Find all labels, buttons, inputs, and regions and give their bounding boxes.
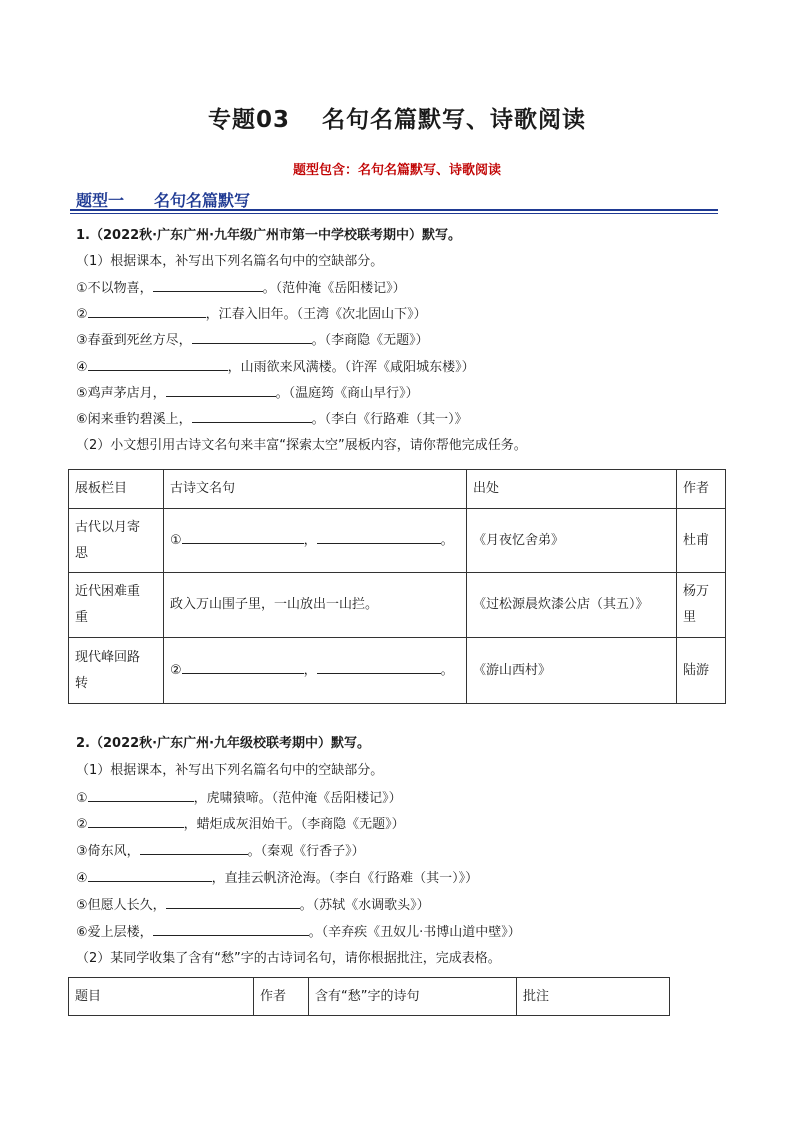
q2-header: 2.（2022秋·广东广州·九年级校联考期中）默写。 bbox=[76, 736, 371, 751]
verse-cell: ① ， 。 bbox=[164, 509, 467, 573]
table-header-cell: 作者 bbox=[677, 470, 726, 509]
q2-item-2: ② ，蜡炬成灰泪始干。（李商隐《无题》） bbox=[76, 817, 405, 832]
q1-item-4: ④ ，山雨欲来风满楼。（许浑《咸阳城东楼》） bbox=[76, 360, 475, 375]
author-cell: 杜甫 bbox=[677, 509, 726, 573]
source-cell: 《游山西村》 bbox=[467, 638, 677, 704]
table-header-cell: 作者 bbox=[254, 978, 309, 1016]
answer-blank[interactable] bbox=[153, 279, 263, 292]
q1-table bbox=[68, 469, 726, 704]
section-name: 名句名篇默写 bbox=[154, 191, 251, 210]
q1-item-6: ⑥闲来垂钓碧溪上， 。（李白《行路难（其一）》 bbox=[76, 412, 468, 427]
q2-part2-instruction: （2）某同学收集了含有“愁”字的古诗词名句，请你根据批注，完成表格。 bbox=[76, 951, 501, 966]
section-heading bbox=[76, 188, 250, 211]
table-row bbox=[69, 638, 726, 704]
answer-blank[interactable] bbox=[88, 869, 212, 882]
q1-item-1: ①不以物喜， 。（范仲淹《岳阳楼记》） bbox=[76, 281, 406, 296]
column-cell: 现代峰回路 转 bbox=[69, 638, 164, 704]
section-rule bbox=[70, 209, 718, 211]
answer-blank[interactable] bbox=[182, 661, 304, 674]
q2-item-4: ④ ，直挂云帆济沧海。（李白《行路难（其一）》） bbox=[76, 871, 479, 886]
section-label: 题型一 bbox=[76, 191, 125, 210]
verse-cell: 政入万山围子里，一山放出一山拦。 bbox=[164, 573, 467, 638]
table-header-cell: 批注 bbox=[517, 978, 670, 1016]
author-cell: 杨万 里 bbox=[677, 573, 726, 638]
answer-blank[interactable] bbox=[166, 896, 300, 909]
author-cell: 陆游 bbox=[677, 638, 726, 704]
q1-part2-instruction: （2）小文想引用古诗文名句来丰富“探索太空”展板内容，请你帮他完成任务。 bbox=[76, 438, 527, 453]
q1-header: 1.（2022秋·广东广州·九年级广州市第一中学校联考期中）默写。 bbox=[76, 228, 462, 243]
section-rule-thin bbox=[70, 213, 718, 214]
page-title: 专题03 名句名篇默写、诗歌阅读 bbox=[207, 107, 586, 133]
answer-blank[interactable] bbox=[166, 384, 276, 397]
q2-item-1: ① ，虎啸猿啼。（范仲淹《岳阳楼记》） bbox=[76, 791, 402, 806]
table-header-cell: 含有“愁”字的诗句 bbox=[309, 978, 517, 1016]
table-header-row bbox=[69, 470, 726, 509]
answer-blank[interactable] bbox=[88, 815, 184, 828]
table-header-cell: 题目 bbox=[69, 978, 254, 1016]
answer-blank[interactable] bbox=[192, 410, 312, 423]
answer-blank[interactable] bbox=[88, 358, 228, 371]
answer-blank[interactable] bbox=[88, 789, 194, 802]
table-row bbox=[69, 573, 726, 638]
column-cell: 近代困难重 重 bbox=[69, 573, 164, 638]
answer-blank[interactable] bbox=[317, 661, 441, 674]
q1-part1-instruction: （1）根据课本，补写出下列名篇名句中的空缺部分。 bbox=[76, 254, 384, 269]
source-cell: 《过松源晨炊漆公店（其五）》 bbox=[467, 573, 677, 638]
q2-table bbox=[68, 977, 670, 1016]
table-header-cell: 出处 bbox=[467, 470, 677, 509]
q2-part1-instruction: （1）根据课本，补写出下列名篇名句中的空缺部分。 bbox=[76, 763, 384, 778]
answer-blank[interactable] bbox=[317, 531, 441, 544]
answer-blank[interactable] bbox=[192, 331, 312, 344]
source-cell: 《月夜忆舍弟》 bbox=[467, 509, 677, 573]
q2-item-5: ⑤但愿人长久， 。（苏轼《水调歌头》） bbox=[76, 898, 430, 913]
q2-item-6: ⑥爱上层楼， 。（辛弃疾《丑奴儿·书博山道中壁》） bbox=[76, 925, 521, 940]
table-header-cell: 古诗文名句 bbox=[164, 470, 467, 509]
q1-item-2: ② ，江春入旧年。（王湾《次北固山下》） bbox=[76, 307, 427, 322]
answer-blank[interactable] bbox=[182, 531, 304, 544]
answer-blank[interactable] bbox=[88, 305, 206, 318]
q1-item-5: ⑤鸡声茅店月， 。（温庭筠《商山早行》） bbox=[76, 386, 419, 401]
q1-item-3: ③春蚕到死丝方尽， 。（李商隐《无题》） bbox=[76, 333, 429, 348]
answer-blank[interactable] bbox=[153, 923, 309, 936]
table-row bbox=[69, 509, 726, 573]
verse-cell: ② ， 。 bbox=[164, 638, 467, 704]
subtitle: 题型包含：名句名篇默写、诗歌阅读 bbox=[292, 163, 501, 178]
table-header-cell: 展板栏目 bbox=[69, 470, 164, 509]
table-header-row bbox=[69, 978, 670, 1016]
q2-item-3: ③倚东风， 。（秦观《行香子》） bbox=[76, 844, 365, 859]
answer-blank[interactable] bbox=[140, 842, 248, 855]
column-cell: 古代以月寄 思 bbox=[69, 509, 164, 573]
